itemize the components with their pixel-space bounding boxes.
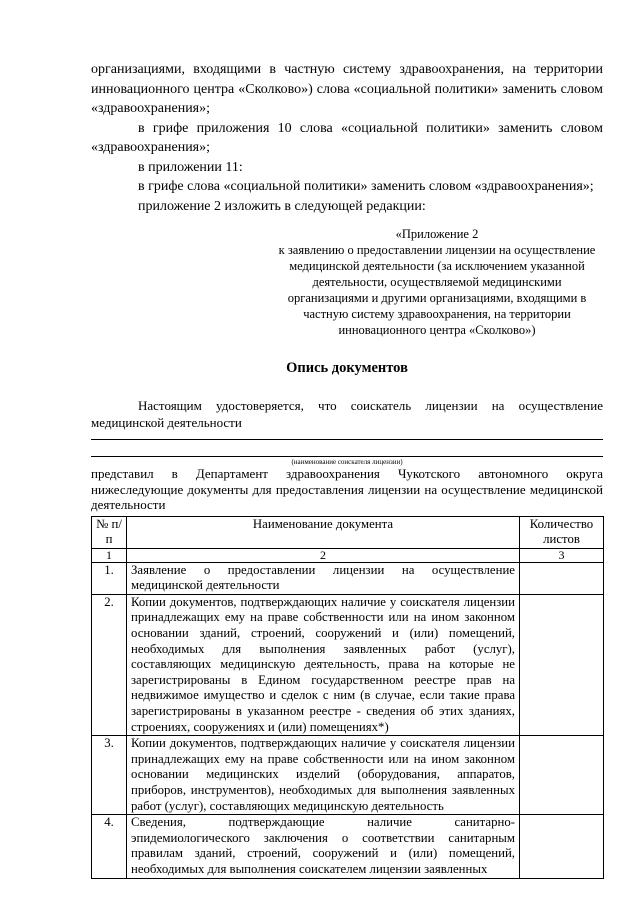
sheet-count [520,736,604,815]
appendix-line: деятельности, осуществляемой медицинскими [312,275,562,289]
document-name: Копии документов, подтверждающих наличие у соискателя лицензии принадлежащих ему на праве собственности или на ином законном основании зданий, строений, сооружений и (или) помещений, необходимых для выполнения заявленных работ (услуг), составляющих медицинскую деятельность, права на которые не зарегистрированы в Едином государственном реестре прав на недвижимое имущество и сделок с ним (в случае, если такие права зарегистрированы в указанном реестре - сведения об этих зданиях, строениях, сооружениях и (или) помещениях*) [127,594,520,735]
documents-table [91,516,604,879]
table-row [92,562,604,594]
row-number: 2. [92,594,127,735]
appendix-line: организациями и другими организациями, входящими в [287,291,587,305]
paragraph-amendment-1: организациями, входящими в частную систему здравоохранения, на территории инновационного центра «Сколково») слова «социальной политики» заменить словом «здравоохранения»; [91,62,603,116]
certification-text: Настоящим удостоверяется, что соискатель лицензии на осуществление медицинской деятельности [91,398,603,430]
column-index: 3 [520,548,604,562]
sheet-count [520,594,604,735]
appendix-line: частную систему здравоохранения, на территории [303,307,571,321]
appendix-line: инновационного центра «Сколково») [338,323,536,337]
applicant-name-line [91,439,603,440]
column-header-number: № п/п [92,516,127,548]
table-index-row [92,548,604,562]
row-number: 1. [92,562,127,594]
sheet-count [520,815,604,878]
paragraph-amendment-2: в грифе приложения 10 слова «социальной политики» заменить словом «здравоохранения»; [91,120,603,155]
document-name: Заявление о предоставлении лицензии на осуществление медицинской деятельности [127,562,520,594]
paragraph-amendment-5: приложение 2 изложить в следующей редакции: [138,198,426,214]
column-index: 2 [127,548,520,562]
presented-text: представил в Департамент здравоохранения Чукотского автономного округа нижеследующие документы для предоставления лицензии на осуществление медицинской деятельности [91,466,603,512]
applicant-name-caption: (наименование соискателя лицензии) [291,458,403,466]
document-title: Опись документов [286,360,408,376]
column-header-count: Количество листов [520,516,604,548]
appendix-heading [271,226,603,338]
table-row [92,594,604,735]
appendix-line: «Приложение 2 [395,227,479,241]
applicant-name-line [91,456,603,457]
table-header-row [92,516,604,548]
column-header-name: Наименование документа [127,516,520,548]
document-page [91,60,603,879]
document-name: Сведения, подтверждающие наличие санитарно-эпидемиологического заключения о соответствии санитарным правилам зданий, строений, сооружений и (или) помещений, необходимых для выполнения соискателем лицензии заявленных [127,815,520,878]
table-row [92,736,604,815]
row-number: 4. [92,815,127,878]
table-row [92,815,604,878]
row-number: 3. [92,736,127,815]
column-index: 1 [92,548,127,562]
document-name: Копии документов, подтверждающих наличие у соискателя лицензии принадлежащих ему на праве собственности или на ином законном основании медицинских изделий (оборудования, аппаратов, приборов, инструментов), необходимых для выполнения заявленных работ (услуг), составляющих медицинскую деятельность [127,736,520,815]
appendix-line: медицинской деятельности (за исключением указанной [289,259,585,273]
paragraph-amendment-4: в грифе слова «социальной политики» заменить словом «здравоохранения»; [138,179,594,194]
paragraph-amendment-3: в приложении 11: [138,159,243,175]
sheet-count [520,562,604,594]
appendix-line: к заявлению о предоставлении лицензии на осуществление [278,243,596,257]
